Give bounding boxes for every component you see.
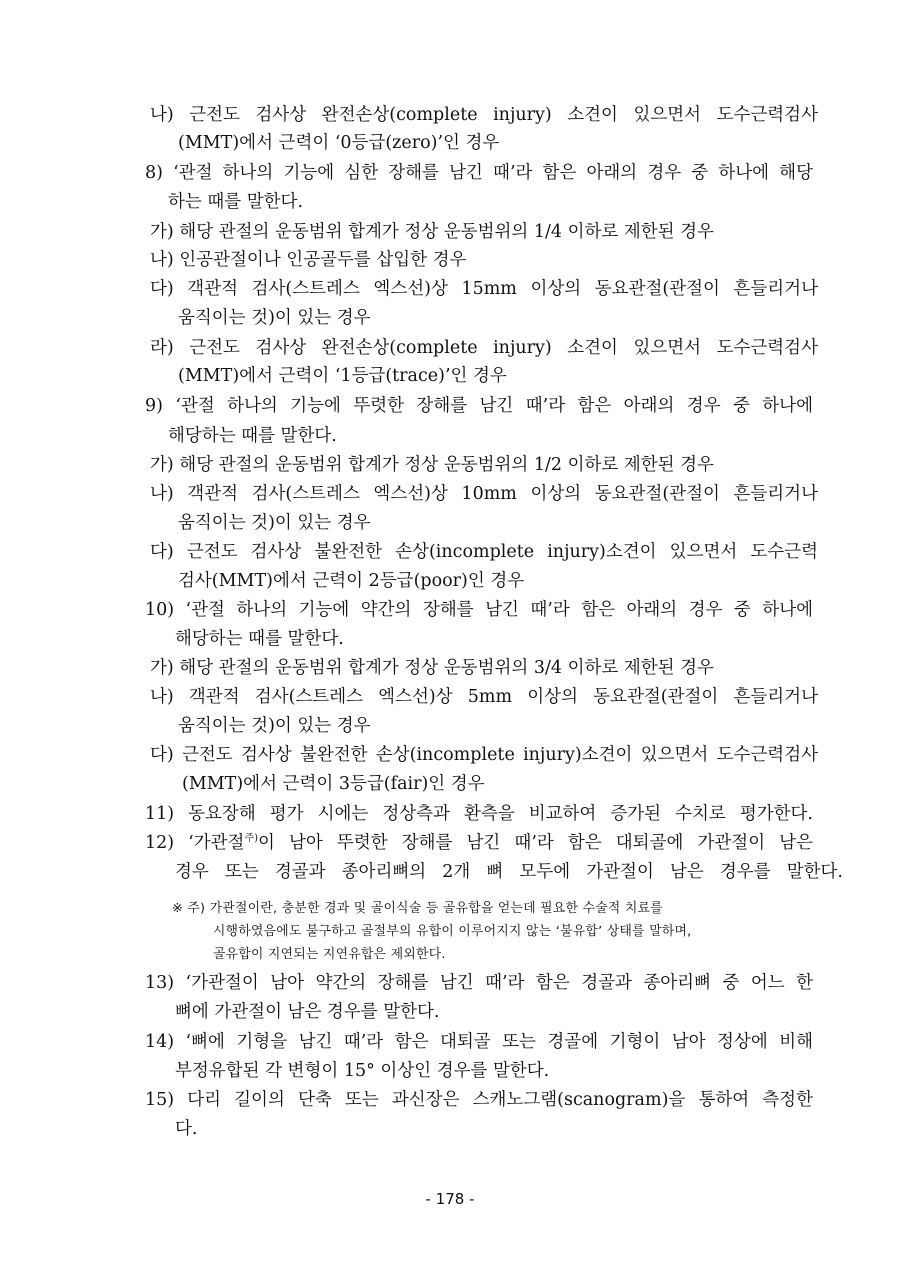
text-line: 가) 해당 관절의 운동범위 합계가 정상 운동범위의 1/4 이하로 제한된 경우 xyxy=(150,222,714,242)
section-heading-8: 8) ‘관절 하나의 기능에 심한 장해를 남긴 때’라 함은 아래의 경우 중 하나에 해당 xyxy=(145,163,813,183)
text-line: 뼈에 가관절이 남은 경우를 말한다. xyxy=(175,1002,440,1022)
section-heading-9: 9) ‘관절 하나의 기능에 뚜렷한 장해를 남긴 때’라 함은 아래의 경우 중 하나에 xyxy=(145,396,813,416)
section-heading-15: 15) 다리 길이의 단축 또는 과신장은 스캐노그램(scanogram)을 통하여 측정한 xyxy=(145,1090,813,1110)
section-heading-10: 10) ‘관절 하나의 기능에 약간의 장해를 남긴 때’라 함은 아래의 경우 중 하나에 xyxy=(145,600,813,620)
text-line: 움직이는 것)이 있는 경우 xyxy=(178,513,371,533)
text-line: 다. xyxy=(175,1119,198,1139)
text-line: 다) 근전도 검사상 불완전한 손상(incomplete injury)소견이 있으면서 도수근력 xyxy=(150,542,818,562)
footnote-line: 골유합이 지연되는 지연유합은 제외한다. xyxy=(213,947,446,962)
text-line: 해당하는 때를 말한다. xyxy=(168,426,337,446)
footnote-marker: 주) xyxy=(244,833,259,845)
text-span: 12) ‘가관절 xyxy=(145,833,245,853)
text-line: 해당하는 때를 말한다. xyxy=(175,629,344,649)
text-line: 나) 인공관절이나 인공골두를 삽입한 경우 xyxy=(150,250,467,270)
text-line: (MMT)에서 근력이 ‘1등급(trace)’인 경우 xyxy=(178,366,507,386)
text-line: (MMT)에서 근력이 3등급(fair)인 경우 xyxy=(182,774,485,794)
text-line: 검사(MMT)에서 근력이 2등급(poor)인 경우 xyxy=(178,571,525,591)
section-heading-13: 13) ‘가관절이 남아 약간의 장해를 남긴 때’라 함은 경골과 종아리뼈 중 어느 한 xyxy=(145,973,813,993)
text-line: 경우 또는 경골과 종아리뼈의 2개 뼈 모두에 가관절이 남은 경우를 말한다. xyxy=(175,862,843,882)
text-line: 움직이는 것)이 있는 경우 xyxy=(178,716,371,736)
section-heading-12 xyxy=(145,830,813,856)
text-line: 움직이는 것)이 있는 경우 xyxy=(178,308,371,328)
text-line: 나) 객관적 검사(스트레스 엑스선)상 5mm 이상의 동요관절(관절이 흔들리거나 xyxy=(150,687,818,707)
footnote-line: 시행하였음에도 불구하고 골절부의 유합이 이루어지지 않는 ‘불유합’ 상태를 말하며, xyxy=(213,924,692,939)
section-heading-11: 11) 동요장해 평가 시에는 정상측과 환측을 비교하여 증가된 수치로 평가한다. xyxy=(145,804,813,824)
text-line: 하는 때를 말한다. xyxy=(168,192,304,212)
text-line: 가) 해당 관절의 운동범위 합계가 정상 운동범위의 1/2 이하로 제한된 경우 xyxy=(150,455,714,475)
text-line: 부정유합된 각 변형이 15° 이상인 경우를 말한다. xyxy=(175,1061,550,1081)
text-line: 다) 객관적 검사(스트레스 엑스선)상 15mm 이상의 동요관절(관절이 흔들리거나 xyxy=(150,279,818,299)
text-line: 가) 해당 관절의 운동범위 합계가 정상 운동범위의 3/4 이하로 제한된 경우 xyxy=(150,658,714,678)
text-line: (MMT)에서 근력이 ‘0등급(zero)’인 경우 xyxy=(178,133,500,153)
text-span: 이 남아 뚜렷한 장해를 남긴 때’라 함은 대퇴골에 가관절이 남은 xyxy=(258,833,813,853)
text-line: 라) 근전도 검사상 완전손상(complete injury) 소견이 있으면서 도수근력검사 xyxy=(150,338,818,358)
footnote-line: ※ 주) 가관절이란, 충분한 경과 및 골이식술 등 골유합을 얻는데 필요한 수술적 치료를 xyxy=(172,901,663,916)
text-line: 나) 객관적 검사(스트레스 엑스선)상 10mm 이상의 동요관절(관절이 흔들리거나 xyxy=(150,484,818,504)
page-number: - 178 - xyxy=(425,1190,475,1208)
section-heading-14: 14) ‘뼈에 기형을 남긴 때’라 함은 대퇴골 또는 경골에 기형이 남아 정상에 비해 xyxy=(145,1032,813,1052)
text-line: 다) 근전도 검사상 불완전한 손상(incomplete injury)소견이 있으면서 도수근력검사 xyxy=(150,745,818,765)
text-line: 나) 근전도 검사상 완전손상(complete injury) 소견이 있으면서 도수근력검사 xyxy=(150,105,818,125)
